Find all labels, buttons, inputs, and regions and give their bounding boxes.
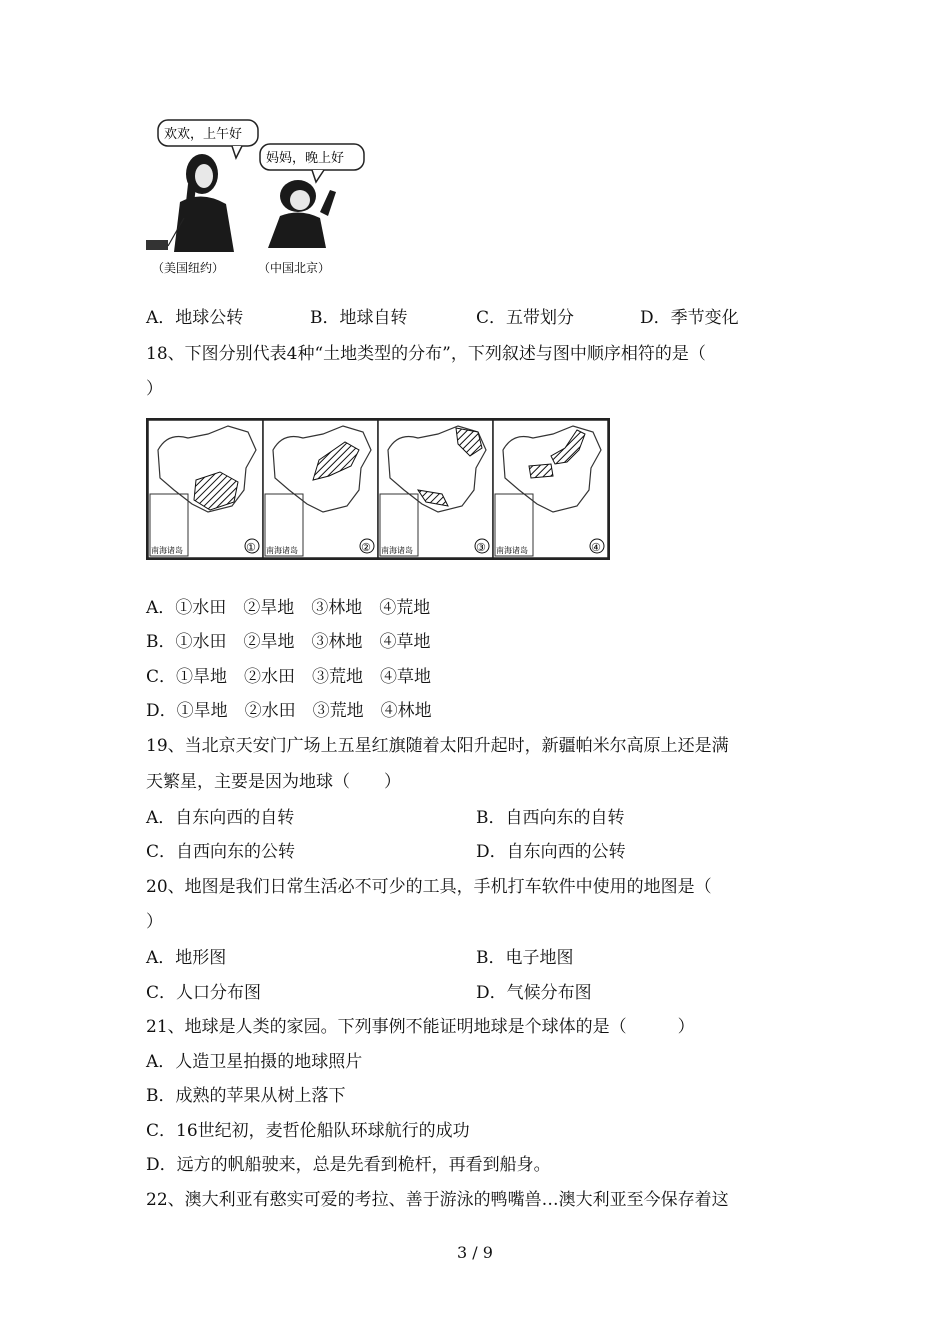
q20-option-d: D．气候分布图 bbox=[476, 983, 592, 1003]
map-panel-2 bbox=[263, 420, 378, 558]
q20-option-b: B．电子地图 bbox=[476, 948, 574, 968]
q21-stem: 21、地球是人类的家园。下列事例不能证明地球是个球体的是（ ） bbox=[146, 1017, 695, 1037]
land-type-maps-svg bbox=[148, 420, 608, 558]
q17-options bbox=[146, 306, 786, 330]
caption-right: （中国北京） bbox=[258, 261, 331, 275]
q18-option-b: B．①水田 ②旱地 ③林地 ④草地 bbox=[146, 632, 431, 652]
map-number-3: ③ bbox=[476, 541, 486, 554]
map-panel-3 bbox=[378, 420, 493, 558]
land-type-maps bbox=[146, 418, 610, 560]
map-panel-1 bbox=[148, 420, 263, 558]
q17-option-c: C．五带划分 bbox=[476, 308, 575, 328]
q18-option-d: D．①旱地 ②水田 ③荒地 ④林地 bbox=[146, 701, 432, 721]
caption-left: （美国纽约） bbox=[152, 261, 225, 275]
q21-option-d: D．远方的帆船驶来，总是先看到桅杆，再看到船身。 bbox=[146, 1155, 551, 1175]
q22-stem-line1: 22、澳大利亚有憨实可爱的考拉、善于游泳的鸭嘴兽…澳大利亚至今保存着这 bbox=[146, 1190, 729, 1210]
map-panel-4 bbox=[493, 420, 608, 558]
q20-stem-line1: 20、地图是我们日常生活必不可少的工具，手机打车软件中使用的地图是（ bbox=[146, 877, 712, 897]
phone-call-illustration bbox=[140, 112, 370, 280]
speech-left-text: 欢欢，上午好 bbox=[164, 127, 243, 142]
q19-stem-line1: 19、当北京天安门广场上五星红旗随着太阳升起时，新疆帕米尔高原上还是满 bbox=[146, 736, 729, 756]
q19-option-a: A．自东向西的自转 bbox=[146, 808, 295, 828]
speech-right-text: 妈妈，晚上好 bbox=[266, 151, 345, 166]
q19-options-row2 bbox=[146, 840, 786, 864]
q19-option-d: D．自东向西的公转 bbox=[476, 842, 626, 862]
map-number-4: ④ bbox=[591, 541, 601, 554]
inset-label-2: 南海诸岛 bbox=[266, 546, 298, 555]
q17-option-d: D．季节变化 bbox=[640, 308, 739, 328]
map-number-2: ② bbox=[361, 541, 371, 554]
q19-option-c: C．自西向东的公转 bbox=[146, 842, 296, 862]
inset-label-4: 南海诸岛 bbox=[496, 546, 528, 555]
q19-options-row1 bbox=[146, 806, 786, 830]
q21-option-c: C．16世纪初，麦哲伦船队环球航行的成功 bbox=[146, 1121, 470, 1141]
q18-stem-line2: ） bbox=[146, 379, 163, 399]
q20-options-row1 bbox=[146, 946, 786, 970]
q21-option-b: B．成熟的苹果从树上落下 bbox=[146, 1086, 346, 1106]
q18-option-a: A．①水田 ②旱地 ③林地 ④荒地 bbox=[146, 598, 431, 618]
q18-option-c: C．①旱地 ②水田 ③荒地 ④草地 bbox=[146, 667, 432, 687]
q20-option-a: A．地形图 bbox=[146, 948, 227, 968]
inset-label-3: 南海诸岛 bbox=[381, 546, 413, 555]
q17-option-b: B．地球自转 bbox=[310, 308, 408, 328]
q20-stem-line2: ） bbox=[146, 912, 163, 932]
q21-option-a: A．人造卫星拍摄的地球照片 bbox=[146, 1052, 363, 1072]
q19-option-b: B．自西向东的自转 bbox=[476, 808, 625, 828]
q18-stem-line1: 18、下图分别代表4种“土地类型的分布”，下列叙述与图中顺序相符的是（ bbox=[146, 344, 706, 364]
q20-option-c: C．人口分布图 bbox=[146, 983, 262, 1003]
map-number-1: ① bbox=[246, 541, 256, 554]
inset-label-1: 南海诸岛 bbox=[151, 546, 183, 555]
woman-figure bbox=[146, 154, 234, 252]
q17-option-a: A．地球公转 bbox=[146, 308, 244, 328]
q19-stem-line2: 天繁星，主要是因为地球（ ） bbox=[146, 772, 401, 792]
page-number: 3 / 9 bbox=[457, 1243, 493, 1262]
q20-options-row2 bbox=[146, 981, 786, 1005]
girl-figure bbox=[268, 180, 336, 248]
